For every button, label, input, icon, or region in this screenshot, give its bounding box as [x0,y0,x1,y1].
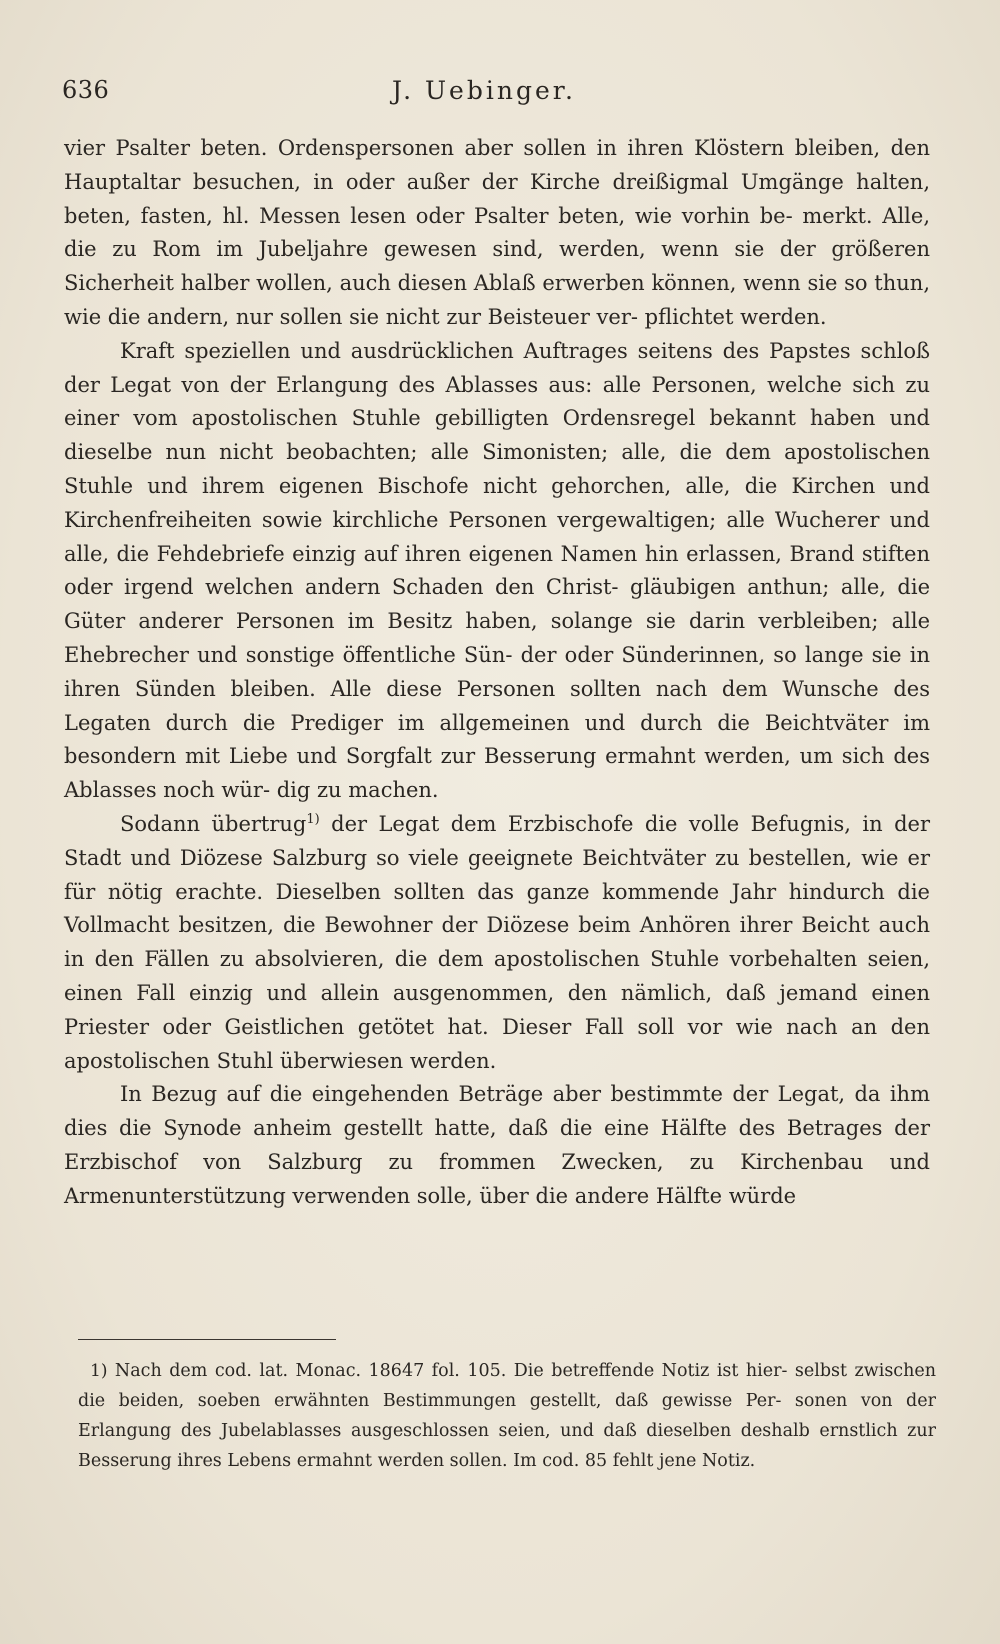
footnote-marker: 1) [90,1361,108,1381]
paragraph-4: In Bezug auf die eingehenden Beträge aber bestimmte der Legat, da ihm dies die Synode anheim gestellt hatte, daß die eine Hälfte des Betrages der Erzbischof von Salzburg zu frommen Zwecken, zu Kirchenbau und Armenunterstützung verwenden solle, über die andere Hälfte würde [64,1082,930,1208]
footnote-text: Nach dem cod. lat. Monac. 18647 fol. 105. Die betreffende Notiz ist hier- selbst zwischen die beiden, soeben erwähnten Bestimmungen gestellt, daß gewisse Per- sonen von der Erlangung des Jubelablasses ausgeschlossen seien, und daß dieselben deshalb ernstlich zur Besserung ihres Lebens ermahnt werden sollen. Im cod. 85 fehlt jene Notiz. [78,1361,936,1471]
running-head: J. Uebinger. [392,76,576,105]
paragraph-3 [64,808,930,1078]
page-header [62,70,942,110]
paragraph-3-start: Sodann übertrug [120,811,307,836]
footnote-1 [78,1356,936,1476]
footnote-separator [78,1339,336,1340]
paragraph-3-rest: der Legat dem Erzbischofe die volle Befugnis, in der Stadt und Diözese Salzburg so viele geeignete Beichtväter zu bestellen, wie er für nötig erachte. Dieselben sollten das ganze kommende Jahr hindurch die Vollmacht besitzen, die Bewohner der Diözese beim Anhören ihrer Beicht auch in den Fällen zu absolvieren, die dem apostolischen Stuhle vorbehalten seien, einen Fall einzig und allein ausgenommen, den nämlich, daß jemand einen Priester oder Geistlichen getötet hat. Dieser Fall soll vor wie nach an den apostolischen Stuhl überwiesen werden. [64,811,930,1073]
page-number: 636 [62,76,110,104]
paragraph-2: Kraft speziellen und ausdrücklichen Auftrages seitens des Papstes schloß der Legat von der Erlangung des Ablasses aus: alle Personen, welche sich zu einer vom apostolischen Stuhle gebilligten Ordensregel bekannt haben und dieselbe nun nicht beobachten; alle Simonisten; alle, die dem apostolischen Stuhle und ihrem eigenen Bischofe nicht gehorchen, alle, die Kirchen und Kirchenfreiheiten sowie kirchliche Personen vergewaltigen; alle Wucherer und alle, die Fehdebriefe einzig auf ihren eigenen Namen hin erlassen, Brand stiften oder irgend welchen andern Schaden den Christ- gläubigen anthun; alle, die Güter anderer Personen im Besitz haben, solange sie darin verbleiben; alle Ehebrecher und sonstige öffentliche Sün- der oder Sünderinnen, so lange sie in ihren Sünden bleiben. Alle diese Personen sollten nach dem Wunsche des Legaten durch die Prediger im allgemeinen und durch die Beichtväter im besondern mit Liebe und Sorgfalt zur Besserung ermahnt werden, um sich des Ablasses noch wür- dig zu machen. [64,338,930,803]
main-text [64,132,930,1214]
footnotes [78,1356,936,1476]
paragraph-1: vier Psalter beten. Ordenspersonen aber sollen in ihren Klöstern bleiben, den Hauptaltar besuchen, in oder außer der Kirche dreißigmal Umgänge halten, beten, fasten, hl. Messen lesen oder Psalter beten, wie vorhin be- merkt. Alle, die zu Rom im Jubeljahre gewesen sind, werden, wenn sie der größeren Sicherheit halber wollen, auch diesen Ablaß erwerben können, wenn sie so thun, wie die andern, nur sollen sie nicht zur Beisteuer ver- pflichtet werden. [64,136,930,329]
footnote-reference: 1) [306,811,320,827]
